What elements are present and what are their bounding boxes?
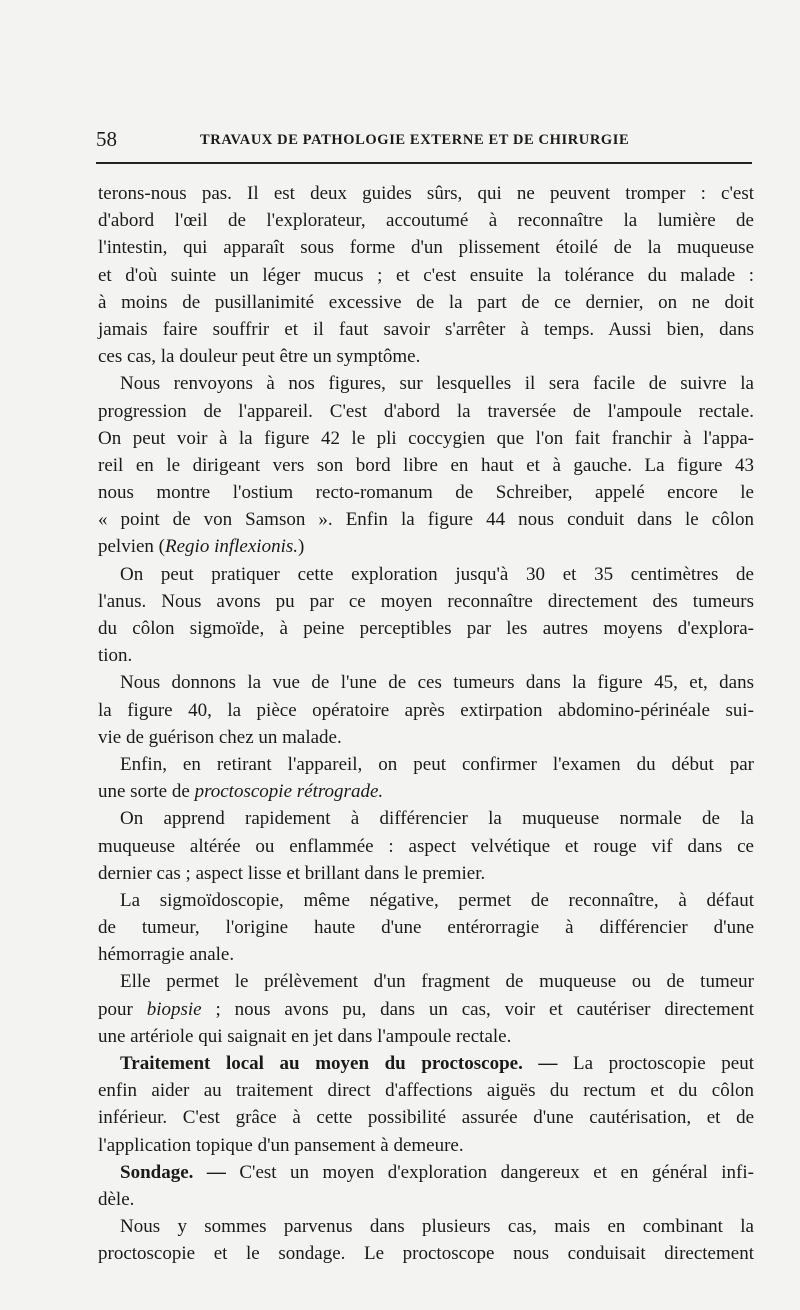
section-heading: Traitement local au moyen du proctoscope. — [120,1053,558,1074]
text-line: dèle. [98,1188,135,1210]
text-line: jamais faire souffrir et il faut savoir s'arrêter à temps. Aussi bien, dans [98,318,754,340]
text-segment: ) [298,536,305,558]
text-line: une artériole qui saignait en jet dans l'ampoule rectale. [98,1025,512,1047]
section-heading: Sondage. — [120,1161,226,1183]
text-line: hémorragie anale. [98,944,235,966]
text-line: Enfin, en retirant l'appareil, on peut confirmer l'examen du début par [120,753,754,775]
text-line [98,533,754,560]
text-line: l'intestin, qui apparaît sous forme d'un plissement étoilé de la muqueuse [98,237,754,259]
text-line: à moins de pusillanimité excessive de la part de ce dernier, on ne doit [98,291,754,313]
text-line: proctoscopie et le sondage. Le proctoscope nous conduisait directement [98,1243,754,1265]
text-line [98,996,754,1023]
text-segment: La proctoscopie peut [557,1053,754,1074]
page-number: 58 [96,127,117,151]
italic-term: biopsie [146,998,202,1020]
text-line [98,1159,754,1186]
text-segment: une sorte de [98,781,195,803]
text-line: Nous donnons la vue de l'une de ces tumeurs dans la figure 45, et, dans [120,672,754,694]
text-line: La sigmoïdoscopie, même négative, permet de reconnaître, à défaut [120,889,754,911]
text-line: On apprend rapidement à différencier la muqueuse normale de la [120,808,754,830]
text-line: du côlon sigmoïde, à peine perceptibles par les autres moyens d'explora- [98,618,754,639]
text-line [98,1050,754,1077]
text-line: vie de guérison chez un malade. [98,726,342,748]
text-line: et d'où suinte un léger mucus ; et c'est ensuite la tolérance du malade : [98,264,754,286]
text-line: terons-nous pas. Il est deux guides sûrs, qui ne peuvent tromper : c'est [98,183,754,204]
italic-term: proctoscopie rétrograde. [194,781,384,803]
text-line: inférieur. C'est grâce à cette possibilité assurée d'une cautérisation, et de [98,1107,754,1129]
text-line: l'application topique d'un pansement à demeure. [98,1134,464,1156]
text-line: reil en le dirigeant vers son bord libre en haut et à gauche. La figure 43 [98,454,754,476]
text-line: ces cas, la douleur peut être un symptôme. [98,346,421,368]
text-line: Nous y sommes parvenus dans plusieurs cas, mais en combinant la [120,1216,754,1238]
text-line: l'anus. Nous avons pu par ce moyen reconnaître directement des tumeurs [98,590,754,612]
text-line: « point de von Samson ». Enfin la figure 44 nous conduit dans le côlon [98,509,754,531]
latin-term: Regio inflexionis. [165,536,298,558]
text-segment: ; nous avons pu, dans un cas, voir et cautériser directement [201,998,755,1020]
text-line: On peut pratiquer cette exploration jusqu'à 30 et 35 centimètres de [120,563,754,585]
text-line: Nous renvoyons à nos figures, sur lesquelles il sera facile de suivre la [120,373,754,395]
text-segment: pelvien ( [98,536,166,558]
page-header [96,124,748,154]
text-line: muqueuse altérée ou enflammée : aspect velvétique et rouge vif dans ce [98,835,754,857]
text-segment: C'est un moyen d'exploration dangereux et en général infi- [225,1161,754,1183]
text-line: nous montre l'ostium recto-romanum de Schreiber, appelé encore le [98,482,754,504]
text-line: de tumeur, l'origine haute d'une entérorragie à différencier d'une [98,917,754,939]
text-line: tion. [98,645,133,667]
text-line: Elle permet le prélèvement d'un fragment de muqueuse ou de tumeur [120,971,754,993]
running-title: TRAVAUX DE PATHOLOGIE EXTERNE ET DE CHIRURGIE [200,132,630,148]
text-line: d'abord l'œil de l'explorateur, accoutumé à reconnaître la lumière de [98,210,754,232]
text-line: la figure 40, la pièce opératoire après extirpation abdomino-périnéale sui- [98,699,754,721]
text-line: dernier cas ; aspect lisse et brillant dans le premier. [98,862,486,884]
text-line: enfin aider au traitement direct d'affections aiguës du rectum et du côlon [98,1080,754,1102]
text-line: progression de l'appareil. C'est d'abord la traversée de l'ampoule rectale. [98,400,754,422]
text-line: On peut voir à la figure 42 le pli coccygien que l'on fait franchir à l'appa- [98,427,754,449]
text-line [98,778,754,805]
header-rule [96,162,752,164]
body-text [98,180,754,1268]
text-segment: pour [98,998,147,1020]
